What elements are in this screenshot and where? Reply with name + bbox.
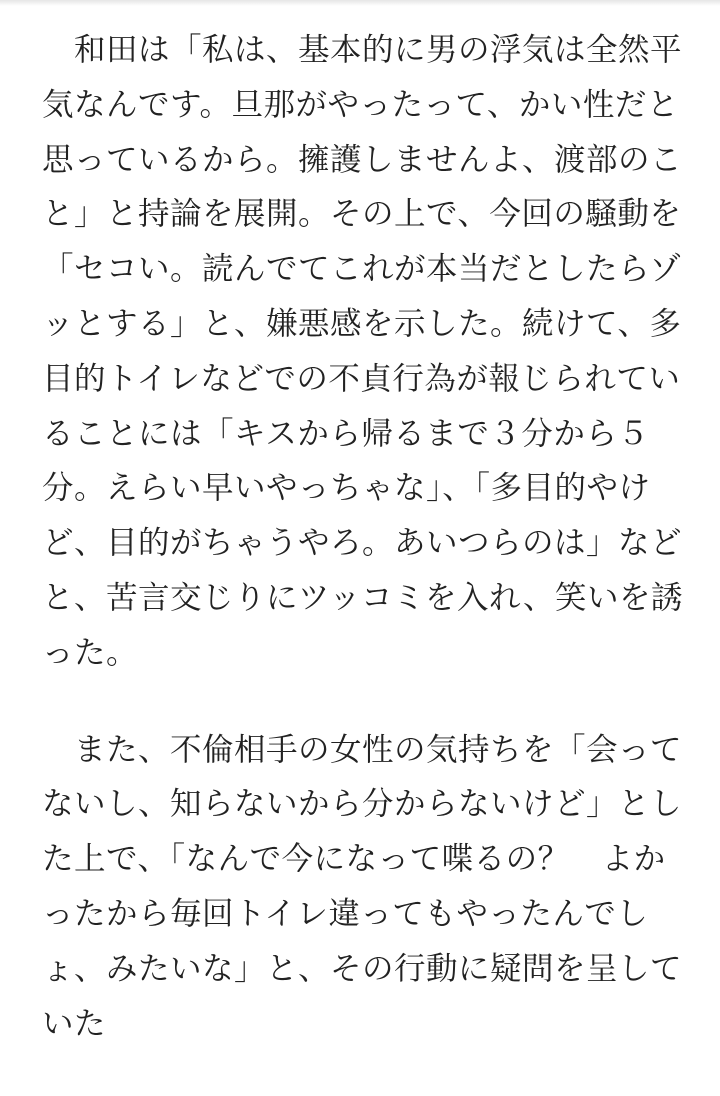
text-line: ど、目的がちゃうやろ。あいつらのは」など [42,525,683,562]
paragraph-2 [0,726,720,1055]
paragraph-1 [0,26,720,684]
text-line: 思っているから。擁護しませんよ、渡部のこ [42,141,683,178]
text-line: ないし、知らないから分からないけど」とし [42,786,683,823]
article-body [0,26,720,1096]
text-line: ょ、みたいな」と、その行動に疑問を呈して [42,950,683,987]
text-line: ったから毎回トイレ違ってもやったんでし [42,895,649,932]
text-line: 気なんです。旦那がやったって、かい性だと [42,86,679,123]
text-line: 目的トイレなどでの不貞行為が報じられてい [42,360,681,397]
text-line: 和田は「私は、基本的に男の浮気は全然平 [74,32,683,68]
text-line: た上で、「なんで今になって喋るの？ よか [42,841,666,878]
text-line: と、苦言交じりにツッコミを入れ、笑いを誘 [42,579,683,616]
text-line: った。 [42,634,139,671]
text-line: また、不倫相手の女性の気持ちを「会って [74,731,683,768]
text-line: 分。えらい早いやっちゃな」、「多目的やけ [42,470,651,507]
text-line: と」と持論を展開。その上で、今回の騒動を [42,196,682,233]
text-line: ッとする」と、嫌悪感を示した。続けて、多 [42,305,682,342]
text-line: 「セコい。読んでてこれが本当だとしたらゾ [42,251,682,288]
text-line: いた [42,1005,107,1042]
top-edge-shadow [0,0,720,6]
text-line: ることには「キスから帰るまで３分から５ [42,415,650,452]
